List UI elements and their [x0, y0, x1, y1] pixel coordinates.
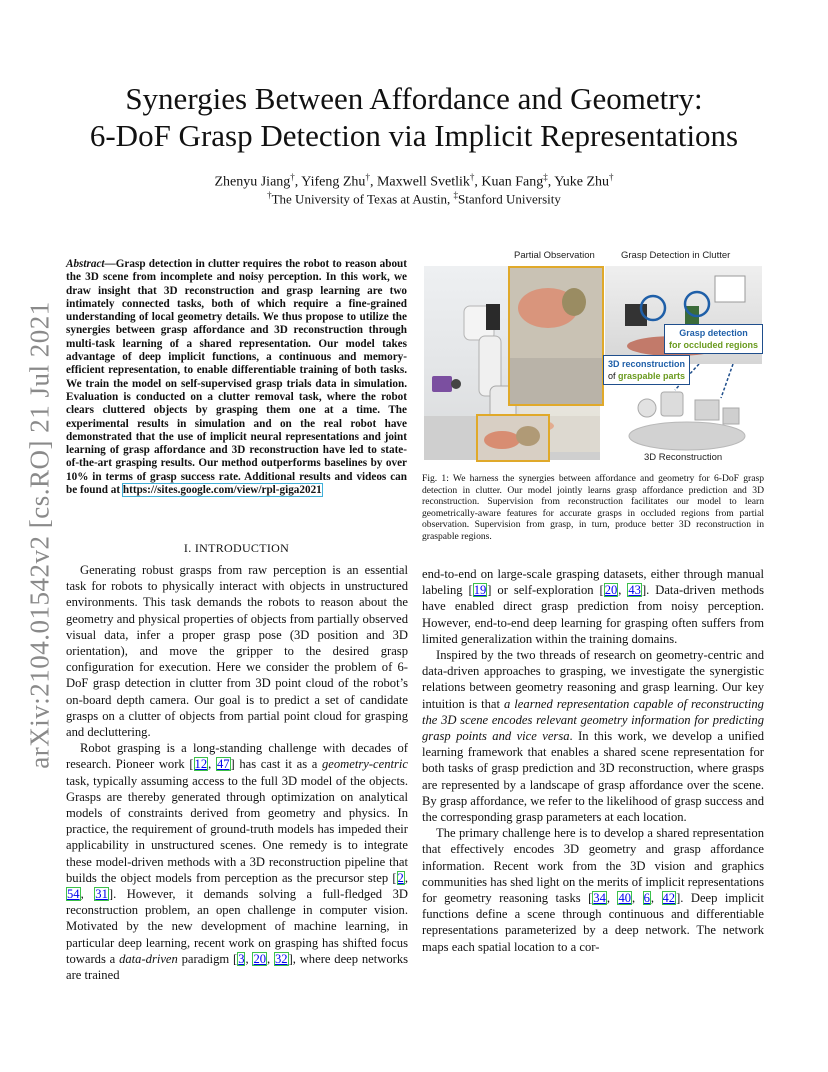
- affiliation-mark: ‡: [453, 190, 458, 200]
- project-link[interactable]: https://sites.google.com/view/rpl-giga2021: [122, 484, 322, 497]
- affiliation-stanford: Stanford University: [458, 191, 561, 207]
- scene-closeup-inset: [476, 414, 550, 462]
- citation-link[interactable]: 20: [604, 583, 618, 598]
- citation-link[interactable]: 54: [67, 887, 80, 902]
- callout-grasp-detection: [664, 324, 763, 354]
- author-mark: †: [469, 172, 475, 182]
- title-line-1: Synergies Between Affordance and Geometry:: [125, 81, 703, 116]
- column-right: [422, 566, 764, 955]
- author-mark: †: [365, 172, 370, 182]
- author-name: Maxwell Svetlik: [376, 174, 470, 190]
- affiliations: [60, 190, 768, 207]
- citation-link[interactable]: 42: [662, 891, 676, 906]
- author-name: Yifeng Zhu: [301, 174, 366, 190]
- intro-paragraph-3: Inspired by the two threads of research on geometry-centric and data-driven approaches to grasping, we investigate the synergistic relations between geometry reasoning and grasp learning. Our key intuition is that a learned representation capable of reconstructing the 3D scene encodes relevant geometry information for predicting grasp points and vice versa. In this work, we develop a unified learning framework that enables a shared scene representation for both tasks of grasp prediction and 3D reconstruction, where grasps are represented by a landscape of grasp affordance over the scene. By grasp affordance, we refer to the likelihood of grasp success and the corresponding grasp parameters at each location.: [422, 648, 765, 825]
- citation-link[interactable]: 43: [628, 583, 641, 598]
- figure-label-grasp: Grasp Detection in Clutter: [621, 250, 731, 261]
- intro-paragraph-4: The primary challenge here is to develop a shared representation that effectively encodes 3D geometry and grasp affordance information. Recent work from the 3D vision and graphics communities has shed light on the merits of implicit representations for geometry reasoning tasks [34, 40, 6, 42]. Deep implicit functions define a scene through continuous and differentiable representations parameterized by a deep network. The network maps each spatial location to a cor-: [422, 826, 765, 954]
- partial-observation-svg: [510, 268, 602, 404]
- citation-link[interactable]: 20: [253, 951, 267, 966]
- intro-paragraph-2: Robot grasping is a long-standing challenge with decades of research. Pioneer work [12, 47] has cast it as a geometry-centric task, typically assuming access to the full 3D model of the objects. Grasps are thereby generated through optimization on analytical models of constraints derived from geometry and physics. In practice, the requirement of ground-truth models has impeded their applicability in unstructured scenes. One remedy is to integrate these model-driven methods with a 3D reconstruction pipeline that builds the object models from perception as the precursor step [2, 54, 31]. However, it demands solving a full-fledged 3D reconstruction problem, an open challenge in computer vision. Motivated by the new development of machine learning, in particular deep learning, recent work on grasping has shifted focus towards a data-driven paradigm [3, 20, 32], where deep networks are trained: [66, 741, 409, 983]
- author-mark: ‡: [543, 172, 548, 182]
- callout-recon-parts: graspable parts: [618, 371, 686, 381]
- affiliation-mark: †: [267, 190, 272, 200]
- arxiv-sidebar: [20, 300, 60, 770]
- column-left: [66, 562, 408, 983]
- affiliation-ut: The University of Texas at Austin,: [271, 191, 454, 207]
- callout-grasp-line2: for occluded regions: [669, 340, 759, 350]
- citation-link[interactable]: 3: [238, 951, 245, 966]
- abstract-lead: Abstract: [66, 258, 105, 270]
- citation-link[interactable]: 31: [95, 887, 108, 902]
- paper-title: [60, 80, 768, 154]
- figure-1: [422, 246, 764, 468]
- partial-observation-inset: [508, 266, 604, 406]
- callout-reconstruction: [603, 355, 690, 385]
- section-heading-introduction: I. INTRODUCTION: [183, 541, 290, 555]
- intro-paragraph-continued: end-to-end on large-scale grasping datasets, either through manual labeling [19] or self-exploration [20, 43]. Data-driven methods have enabled direct grasp prediction from noisy perception. However, end-to-end deep learning for grasping often suffers from limited generalization within the training domains.: [422, 567, 764, 646]
- citation-link[interactable]: 2: [397, 870, 404, 885]
- citation-link[interactable]: 34: [593, 891, 606, 906]
- author-list: Zhenyu Jiang†, Yifeng Zhu†, Maxwell Svetlik†, Kuan Fang‡, Yuke Zhu†: [214, 172, 614, 190]
- callout-recon-of: of: [608, 371, 619, 381]
- arxiv-identifier: arXiv:2104.01542v2 [cs.RO] 21 Jul 2021: [24, 301, 55, 769]
- callout-grasp-line1: Grasp detection: [679, 328, 748, 338]
- citation-link[interactable]: 12: [194, 757, 208, 772]
- author-name: Zhenyu Jiang: [214, 174, 291, 190]
- scene-closeup-svg: [478, 416, 548, 460]
- citation-link[interactable]: 40: [618, 891, 632, 906]
- figure-label-recon: 3D Reconstruction: [644, 452, 723, 463]
- citation-link[interactable]: 6: [643, 891, 650, 906]
- author-name: Yuke Zhu: [554, 174, 610, 190]
- author-mark: †: [609, 172, 614, 182]
- figure-label-partial: Partial Observation: [514, 250, 595, 261]
- callout-recon-line1: 3D reconstruction: [608, 359, 686, 369]
- abstract: [66, 258, 407, 497]
- citation-link[interactable]: 47: [216, 757, 230, 772]
- figure-caption: Fig. 1: We harness the synergies between affordance and geometry for 6-DoF grasp detection in clutter. Our model jointly learns grasp affordance prediction and 3D reconstruction. Supervision from reconstruction facilitates our model to learn geometrically-aware features for accurate grasps in occluded regions from partial observation. Supervision from grasp, in turn, produce better 3D reconstruction in graspable regions.: [422, 473, 764, 542]
- author-name: Kuan Fang: [481, 174, 544, 190]
- intro-paragraph-1: Generating robust grasps from raw perception is an essential task for robots to physically interact with objects in unstructured environments. This task demands the robots to reason about the geometry and physical properties of objects from partially observed visual data, infer a proper grasp pose (3D position and 3D orientation), and move the gripper to the desired grasp configuration for execution. Here we consider the problem of 6-DoF grasp detection in clutter from 3D point cloud of the robot’s on-board depth camera. Our goal is to predict a set of candidate grasps on a clutter of objects from partial point cloud for grasping and decluttering.: [66, 563, 408, 740]
- author-mark: †: [290, 172, 295, 182]
- title-line-2: 6-DoF Grasp Detection via Implicit Representations: [89, 118, 739, 153]
- citation-link[interactable]: 19: [473, 583, 487, 598]
- abstract-text: —Grasp detection in clutter requires the robot to reason about the 3D scene from incomplete and noisy perception. In this work, we draw insight that 3D reconstruction and grasp learning are two intimately connected tasks, both of which require a fine-grained understanding of local geometry details. We thus propose to utilize the synergies between grasp affordance and 3D reconstruction through multi-task learning of a shared representation. Our model takes advantage of deep implicit functions, a continuous and memory-efficient representation, to enable differentiable training of both tasks. We train the model on self-supervised grasp trials data in simulation. Evaluation is conducted on a clutter removal task, where the robot clears cluttered objects by grasping them one at a time. The experimental results in simulation and on the real robot have demonstrated that the use of implicit neural representations and joint learning of grasp affordance and 3D reconstruction have led to state-of-the-art grasping results. Our method outperforms baselines by over 10% in terms of grasp success rate. Additional results and videos can be found at: [66, 258, 407, 497]
- citation-link[interactable]: 32: [274, 951, 288, 966]
